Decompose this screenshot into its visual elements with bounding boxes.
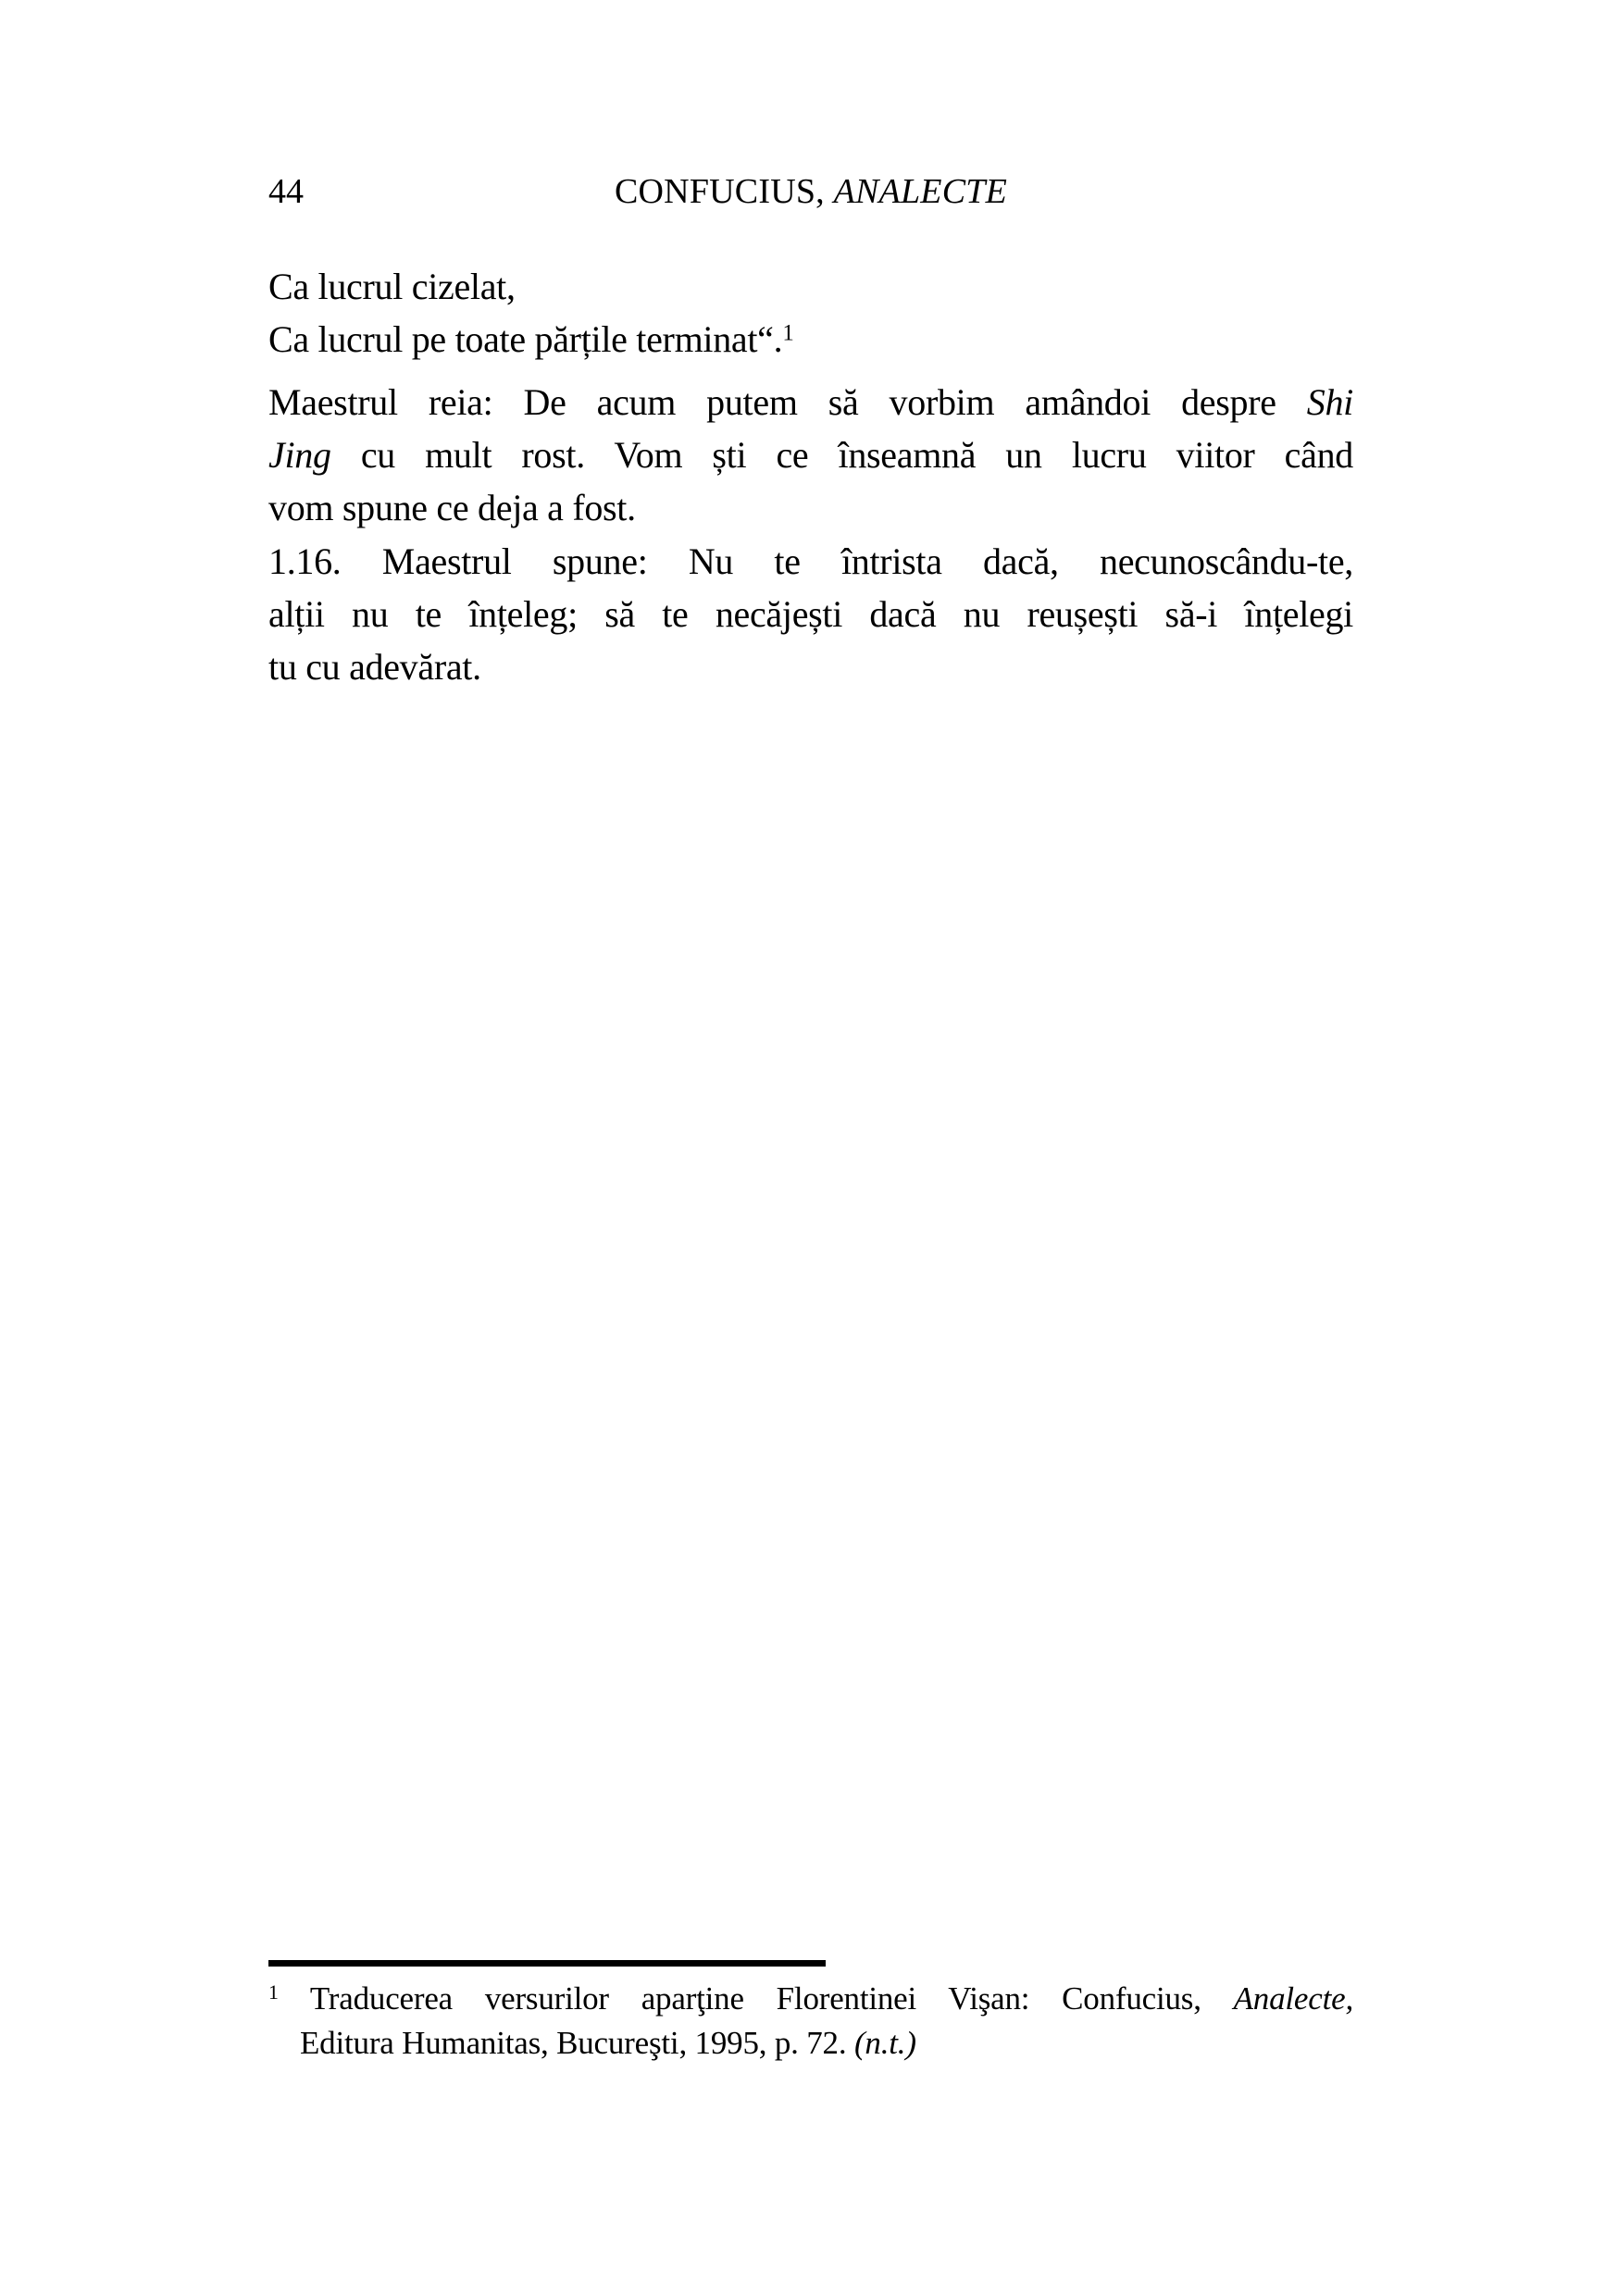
footnote-marker: 1: [268, 1981, 279, 2004]
verse-quote: [268, 260, 1353, 366]
body-line: [268, 428, 1353, 481]
body-text-italic: Jing: [268, 434, 331, 476]
running-title-author: CONFUCIUS,: [614, 172, 825, 211]
footnote-line: [300, 2021, 1353, 2066]
page-number: 44: [268, 172, 304, 211]
body-line: [268, 535, 1353, 588]
running-title: [268, 169, 1353, 214]
body-line: [268, 376, 1353, 428]
body-text: alții nu te înțeleg; să te necăjești dacă nu reușești să-i înțelegi: [268, 593, 1353, 635]
footnote-line: [268, 1977, 1353, 2021]
page-header: [268, 169, 1353, 217]
footnote-ref: 1: [782, 320, 794, 346]
verse-text: Ca lucrul pe toate părțile terminat“.: [268, 318, 783, 360]
paragraph-1-16: [268, 535, 1353, 693]
footnote-divider: [268, 1960, 826, 1967]
verse-line: [268, 313, 1353, 366]
body-text: tu cu adevărat.: [268, 646, 481, 688]
footnote-text-italic: Analecte,: [1233, 1980, 1353, 2017]
verse-line: [268, 260, 1353, 313]
body-text-italic: Shi: [1306, 381, 1353, 423]
footnote-text: Editura Humanitas, Bucureşti, 1995, p. 72.: [300, 2025, 854, 2061]
body-text: vom spune ce deja a fost.: [268, 487, 636, 528]
body-line: [268, 481, 1353, 534]
body-text: cu mult rost. Vom ști ce înseamnă un lucru viitor când: [330, 434, 1353, 476]
footnote-text-italic: (n.t.): [853, 2025, 916, 2061]
paragraph-maestrul-reia: [268, 376, 1353, 534]
footnote: [268, 1977, 1353, 2066]
body-text: 1.16. Maestrul spune: Nu te întrista dacă, necunoscându-te,: [268, 540, 1353, 582]
body-line: [268, 588, 1353, 640]
body-text: Maestrul reia: De acum putem să vorbim amândoi despre: [268, 381, 1307, 423]
footnote-text: Traducerea versurilor aparţine Florentinei Vişan: Confucius,: [278, 1980, 1234, 2017]
running-title-work: ANALECTE: [833, 172, 1007, 211]
verse-text: Ca lucrul cizelat,: [268, 266, 516, 307]
body-line: [268, 640, 1353, 693]
